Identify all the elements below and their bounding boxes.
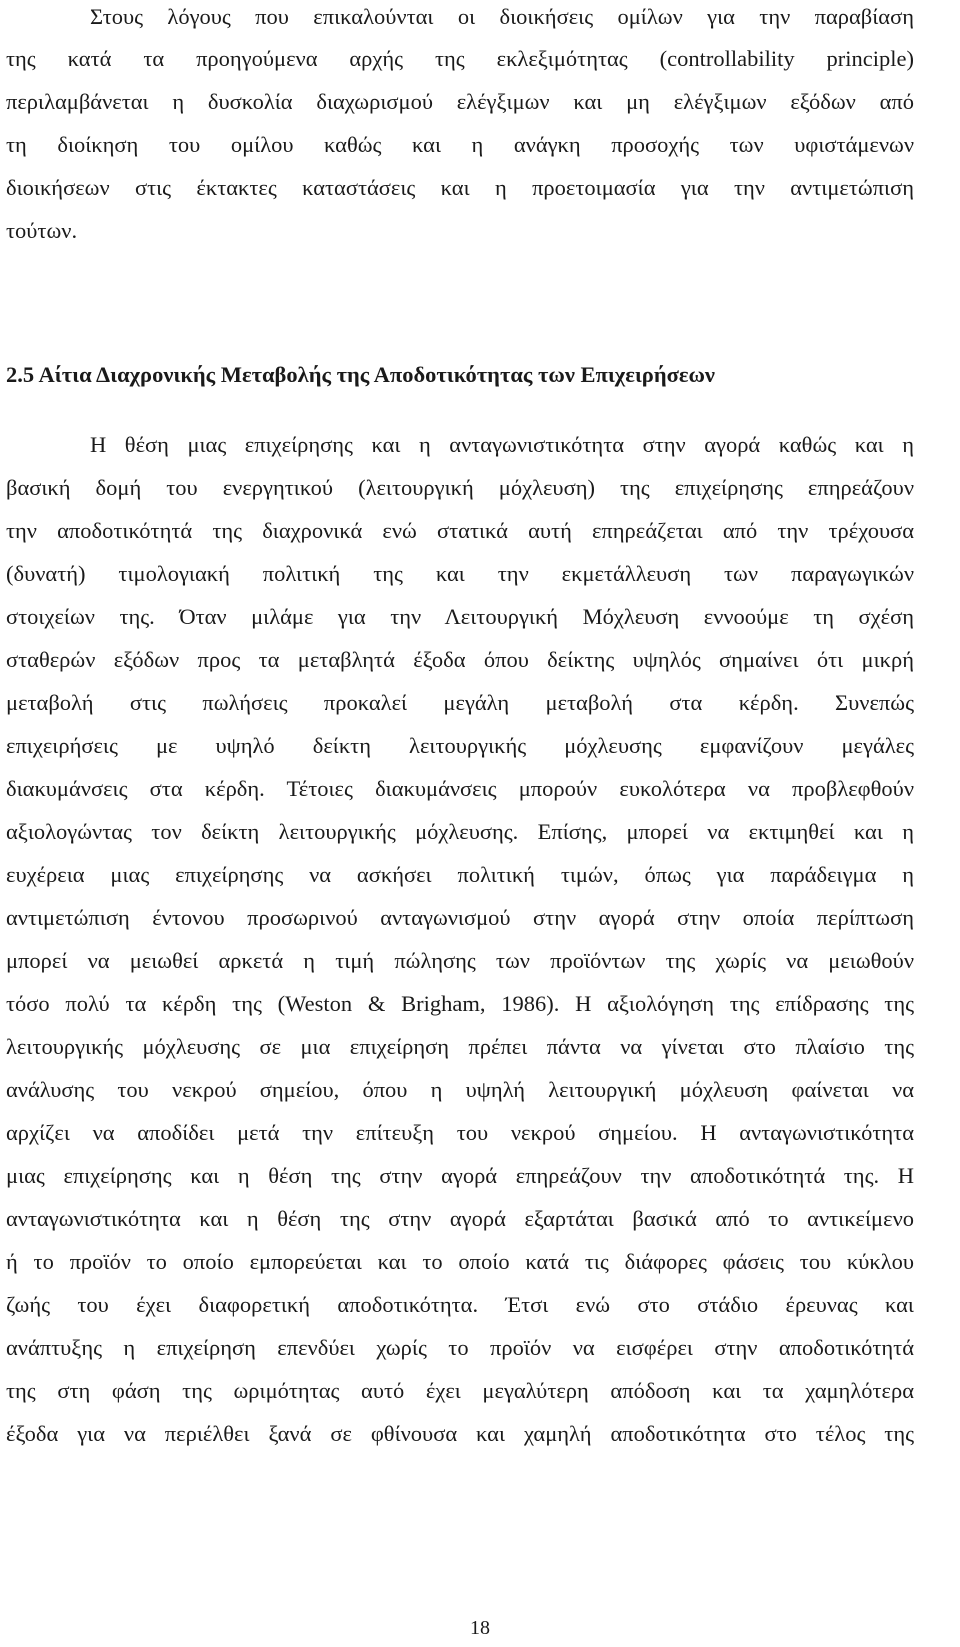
text-line: Στους λόγους που επικαλούνται οι διοικήσεις ομίλων για την παραβίαση: [90, 4, 914, 29]
text-line: περιλαμβάνεται η δυσκολία διαχωρισμού ελέγξιμων και μη ελέγξιμων εξόδων από: [6, 89, 914, 114]
text-line: λειτουργικής μόχλευσης σε μια επιχείρηση πρέπει πάντα να γίνεται στο πλαίσιο της: [6, 1034, 914, 1059]
section-heading: 2.5 Αίτια Διαχρονικής Μεταβολής της Αποδοτικότητας των Επιχειρήσεων: [6, 362, 715, 387]
text-line: σταθερών εξόδων προς τα μεταβλητά έξοδα όπου δείκτης υψηλός σημαίνει ότι μικρή: [6, 647, 914, 672]
text-line: αρχίζει να αποδίδει μετά την επίτευξη του νεκρού σημείου. Η ανταγωνιστικότητα: [6, 1120, 914, 1145]
text-line: ζωής του έχει διαφορετική αποδοτικότητα. Έτσι ενώ στο στάδιο έρευνας και: [6, 1292, 914, 1317]
text-line: μιας επιχείρησης και η θέση της στην αγορά επηρεάζουν την αποδοτικότητά της. Η: [6, 1163, 914, 1188]
text-line: αξιολογώντας τον δείκτη λειτουργικής μόχλευσης. Επίσης, μπορεί να εκτιμηθεί και η: [6, 819, 914, 844]
text-line: ανάλυσης του νεκρού σημείου, όπου η υψηλή λειτουργική μόχλευση φαίνεται να: [6, 1077, 914, 1102]
page-number: 18: [470, 1617, 490, 1639]
text-line: τόσο πολύ τα κέρδη της (Weston & Brigham, 1986). Η αξιολόγηση της επίδρασης της: [6, 991, 914, 1016]
text-line: τούτων.: [6, 218, 78, 243]
text-line: μπορεί να μειωθεί αρκετά η τιμή πώλησης των προϊόντων της χωρίς να μειωθούν: [6, 948, 914, 973]
text-line: αντιμετώπιση έντονου προσωρινού ανταγωνισμού στην αγορά στην οποία περίπτωση: [6, 905, 914, 930]
text-line: ανταγωνιστικότητα και η θέση της στην αγορά εξαρτάται βασικά από το αντικείμενο: [6, 1206, 914, 1231]
text-line: Η θέση μιας επιχείρησης και η ανταγωνιστικότητα στην αγορά καθώς και η: [90, 432, 914, 457]
text-line: βασική δομή του ενεργητικού (λειτουργική μόχλευση) της επιχείρησης επηρεάζουν: [6, 475, 914, 500]
text-line: μεταβολή στις πωλήσεις προκαλεί μεγάλη μεταβολή στα κέρδη. Συνεπώς: [6, 690, 914, 715]
text-line: διακυμάνσεις στα κέρδη. Τέτοιες διακυμάνσεις μπορούν ευκολότερα να προβλεφθούν: [6, 776, 914, 801]
text-line: στοιχείων της. Όταν μιλάμε για την Λειτουργική Μόχλευση εννοούμε τη σχέση: [6, 604, 914, 629]
text-line: έξοδα για να περιέλθει ξανά σε φθίνουσα και χαμηλή αποδοτικότητα στο τέλος της: [6, 1421, 914, 1446]
text-line: (δυνατή) τιμολογιακή πολιτική της και την εκμετάλλευση των παραγωγικών: [6, 561, 914, 586]
text-line: επιχειρήσεις με υψηλό δείκτη λειτουργικής μόχλευσης εμφανίζουν μεγάλες: [6, 733, 914, 758]
text-line: της στη φάση της ωριμότητας αυτό έχει μεγαλύτερη απόδοση και τα χαμηλότερα: [6, 1378, 914, 1403]
text-line: ή το προϊόν το οποίο εμπορεύεται και το οποίο κατά τις διάφορες φάσεις του κύκλου: [6, 1249, 914, 1274]
text-line: διοικήσεων στις έκτακτες καταστάσεις και η προετοιμασία για την αντιμετώπιση: [6, 175, 914, 200]
text-line: ανάπτυξης η επιχείρηση επενδύει χωρίς το προϊόν να εισφέρει στην αποδοτικότητά: [6, 1335, 914, 1360]
text-line: τη διοίκηση του ομίλου καθώς και η ανάγκη προσοχής των υφιστάμενων: [6, 132, 914, 157]
text-line: την αποδοτικότητά της διαχρονικά ενώ στατικά αυτή επηρεάζεται από την τρέχουσα: [6, 518, 914, 543]
text-line: ευχέρεια μιας επιχείρησης να ασκήσει πολιτική τιμών, όπως για παράδειγμα η: [6, 862, 914, 887]
text-line: της κατά τα προηγούμενα αρχής της εκλεξιμότητας (controllability principle): [6, 46, 914, 71]
